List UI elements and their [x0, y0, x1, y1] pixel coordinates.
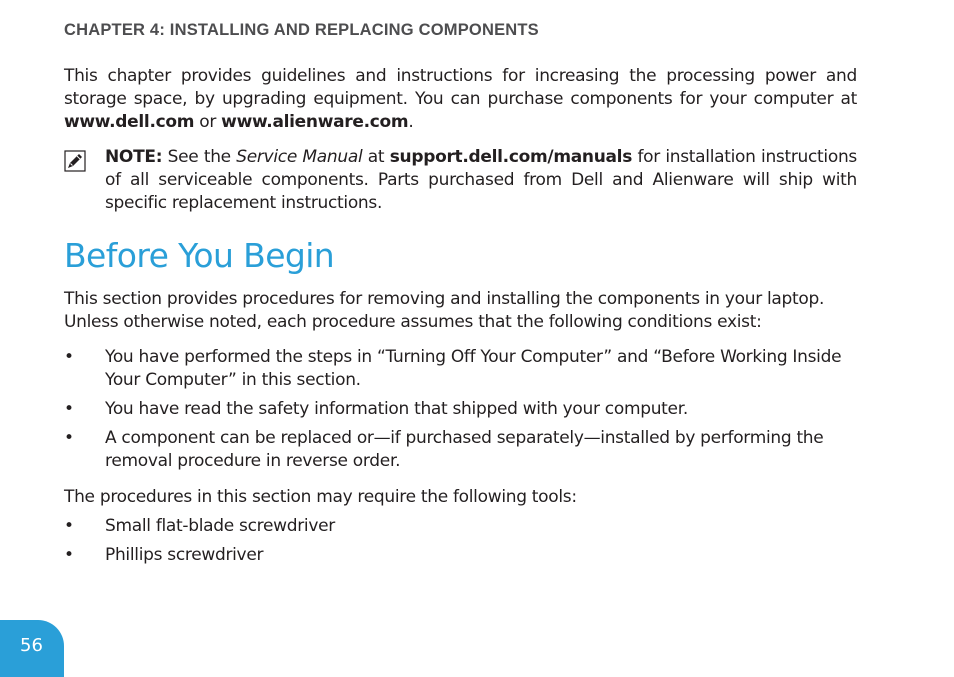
- note-part3: for installation instructions of all serviceable components. Parts purchased from Dell and Alienware will ship with specific replacement instructions.: [105, 147, 857, 213]
- intro-end: .: [408, 112, 414, 132]
- dell-link[interactable]: www.dell.com: [64, 112, 195, 132]
- note-text: [105, 146, 857, 215]
- section-intro: This section provides procedures for removing and installing the components in your laptop. Unless otherwise noted, each procedure assumes that the following conditions exist:: [64, 289, 825, 332]
- list-item: [64, 515, 857, 538]
- intro-connector: or: [194, 112, 222, 132]
- chapter-title: CHAPTER 4: INSTALLING AND REPLACING COMPONENTS: [64, 21, 539, 39]
- alienware-link[interactable]: www.alienware.com: [221, 112, 409, 132]
- support-link[interactable]: support.dell.com/manuals: [389, 147, 633, 167]
- tools-intro: The procedures in this section may require the following tools:: [64, 487, 577, 507]
- note-part2: at: [362, 147, 390, 167]
- list-item: [64, 398, 857, 421]
- bullet: •: [64, 428, 74, 448]
- note-pencil-icon: [64, 150, 86, 172]
- page-number-tab: [0, 620, 64, 677]
- bullet: •: [64, 347, 74, 367]
- intro-text: This chapter provides guidelines and instructions for increasing the processing power and storage space, by upgrading equipment. You can purchase components for your computer at: [64, 66, 857, 109]
- conditions-list: [64, 346, 857, 473]
- note-label: NOTE:: [105, 147, 163, 167]
- tool-text: Small flat-blade screwdriver: [105, 516, 335, 536]
- tools-list: [64, 515, 857, 567]
- list-item: [64, 346, 857, 392]
- list-item: [64, 427, 857, 473]
- tool-text: Phillips screwdriver: [105, 545, 264, 565]
- note-part1: See the: [162, 147, 237, 167]
- list-item: [64, 544, 857, 567]
- page-number: 56: [20, 635, 43, 656]
- bullet: •: [64, 545, 74, 565]
- bullet: •: [64, 399, 74, 419]
- condition-text: You have read the safety information that shipped with your computer.: [105, 399, 688, 419]
- bullet: •: [64, 516, 74, 536]
- condition-text: A component can be replaced or—if purchased separately—installed by performing the removal procedure in reverse order.: [105, 428, 824, 471]
- section-heading: Before You Begin: [64, 236, 335, 275]
- intro-paragraph: [64, 65, 857, 134]
- manual-title: Service Manual: [236, 147, 363, 167]
- condition-text: You have performed the steps in “Turning Off Your Computer” and “Before Working Inside Your Computer” in this section.: [105, 347, 842, 390]
